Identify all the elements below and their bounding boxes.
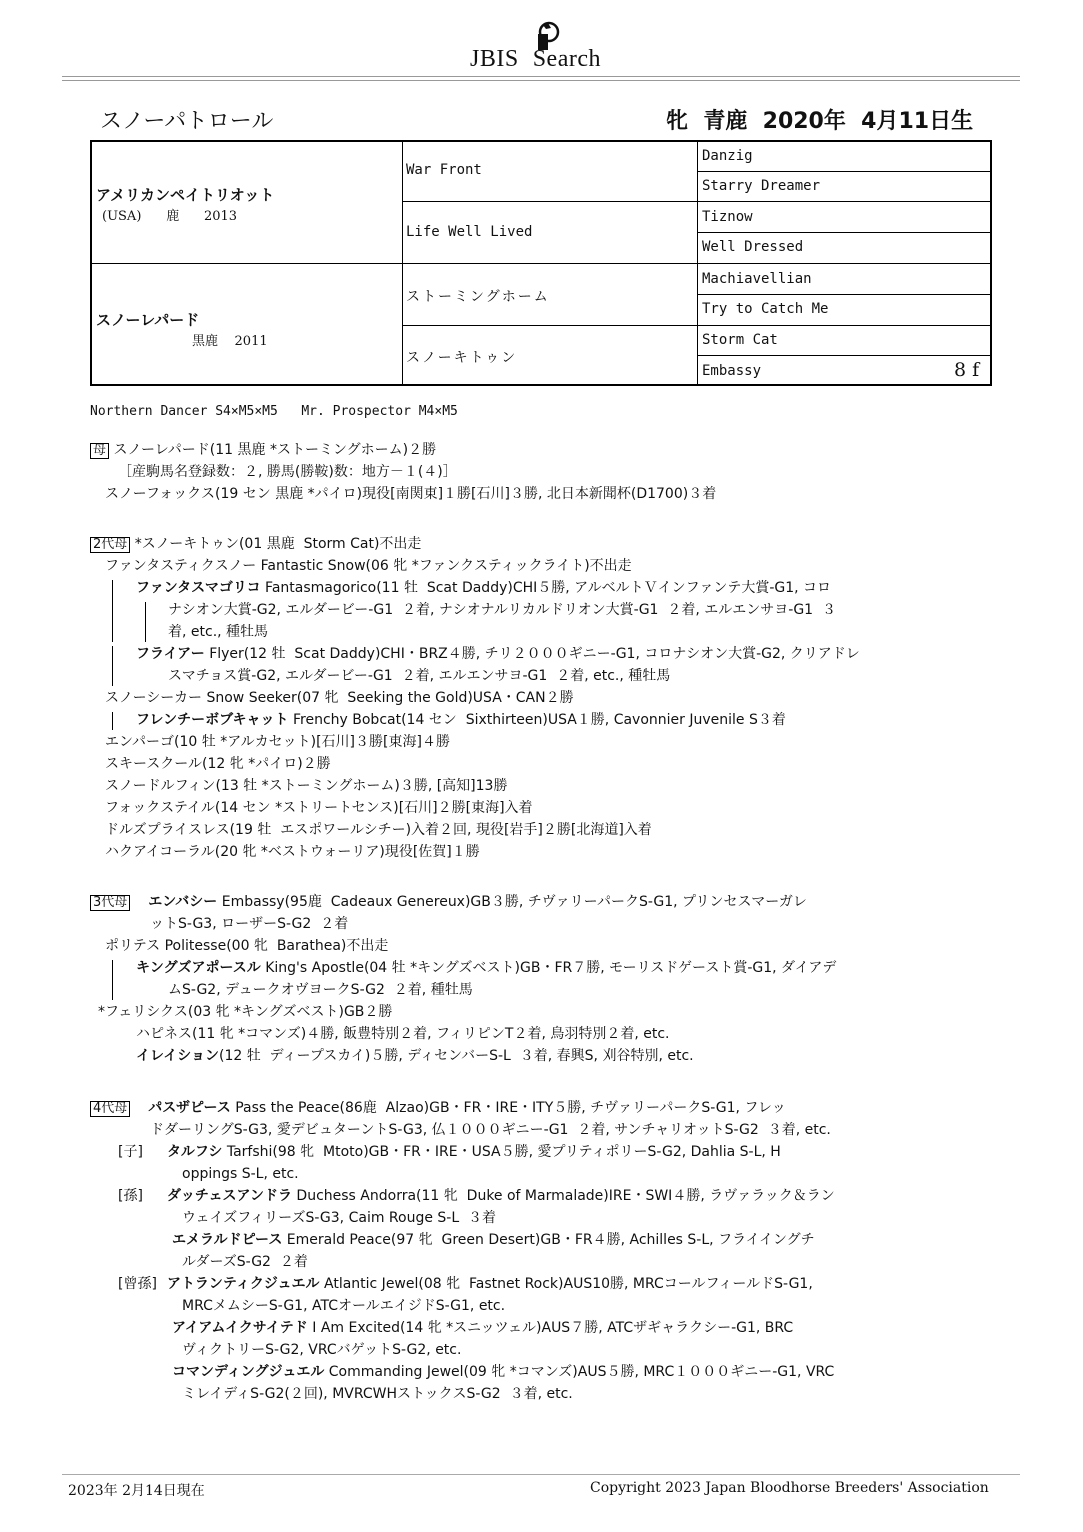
g2-line-9: フレンチーボブキャット Frenchy Bobcat(14 セン Sixthirteen)USA１勝, Cavonnier Juvenile S３着 [136,712,786,728]
sire-name: アメリカンペイトリオット [96,186,275,204]
indent-bar [145,602,146,642]
g4-line-7: エメラルドピース Emerald Peace(97 牝 Green Desert)GB・FR４勝, Achilles S-L, フライイングチ [172,1232,815,1248]
dam-name: スノーレパード [96,311,200,329]
jbis-search-logo [470,18,640,74]
divider [402,201,990,202]
g3-line-3: ポリテス Politesse(00 牝 Barathea)不出走 [105,938,389,954]
g2-line-3: ファンタスマゴリコ Fantasmagorico(11 牡 Scat Daddy)CHI５勝, アルベルトＶインファンテ大賞-G1, コロ [136,580,832,596]
grandparent-7: Storm Cat [702,332,778,348]
grandparent-5: Machiavellian [702,271,812,287]
g2-line-2: ファンタスティクスノー Fantastic Snow(06 牝 *ファンクスティックライト)不出走 [105,558,632,574]
dam-dam: スノーキトゥン [406,350,518,366]
grandchild-label: [孫] [118,1188,143,1204]
family-number: 8 f [954,359,980,381]
grandparent-6: Try to Catch Me [702,301,829,317]
g2-line-5: 着, etc., 種牡馬 [168,624,269,640]
child-label: [子] [118,1144,143,1160]
dam-line-1: 母 スノーレパード(11 黒鹿 *ストーミングホーム)２勝 [90,440,436,460]
section-tag-2nd-dam: 2代母 [90,537,130,553]
section-tag-dam: 母 [90,443,109,459]
dam-sire: ストーミングホーム [406,289,550,305]
sire-detail: (USA) 鹿 2013 [102,209,238,224]
g2-line-13: フォックステイル(14 セン *ストリートセンス)[石川]２勝[東海]入着 [105,800,533,816]
divider [697,171,990,172]
divider [697,355,990,356]
g3-line-4: キングズアポースル King's Apostle(04 牡 *キングズベスト)GB・FR７勝, モーリスドゲースト賞-G1, ダイアデ [136,960,837,976]
g2-line-6: フライアー Flyer(12 牡 Scat Daddy)CHI・BRZ４勝, チリ２０００ギニー-G1, コロナシオン大賞-G2, クリアドレ [136,646,860,662]
g3-line-5: ムS-G2, デュークオヴヨークS-G2 ２着, 種牡馬 [168,982,473,998]
g3-line-8: イレイション(12 牡 ディープスカイ)５勝, ディセンバーS-L ３着, 春興S, 刈谷特別, etc. [136,1048,694,1064]
g3-line-6: *フェリシクス(03 牝 *キングズベスト)GB２勝 [98,1004,393,1020]
indent-bar [112,712,113,730]
footer-copyright: Copyright 2023 Japan Bloodhorse Breeders' Association [590,1480,989,1496]
g4-line-6: ウェイズフィリーズS-G3, Caim Rouge S-L ３着 [182,1210,497,1226]
divider [92,263,990,264]
horse-name: スノーパトロール [100,109,274,134]
g2-line-1: 2代母 *スノーキトゥン(01 黒鹿 Storm Cat)不出走 [90,534,421,554]
g4-line-1: 4代母 パスザピース Pass the Peace(86鹿 Alzao)GB・FR・IRE・ITY５勝, チヴァリーパークS-G1, フレッ [90,1098,786,1118]
grandparent-1: Danzig [702,148,753,164]
section-tag-4th-dam: 4代母 [90,1101,130,1117]
dam-cell [96,309,268,349]
g4-line-5: [孫] ダッチェスアンドラ Duchess Andorra(11 牝 Duke of Marmalade)IRE・SWI４勝, ラヴァラック＆ラン [118,1188,835,1204]
sire-cell [96,184,274,224]
header-rule [62,80,1020,81]
g4-line-11: アイアムイクサイテド I Am Excited(14 牝 *スニッツェル)AUS７勝, ATCザギャラクシー-G1, BRC [172,1320,794,1336]
g2-line-11: スキースクール(12 牝 *パイロ)２勝 [105,756,331,772]
header-rule [62,76,1020,77]
grandparent-8: Embassy [702,363,762,379]
horse-info: 牝 青鹿 2020年 4月11日生 [666,109,974,134]
pedigree-table [90,140,992,386]
dam-line-3: スノーフォックス(19 セン 黒鹿 *パイロ)現役[南関東]１勝[石川]３勝, 北日本新聞杯(D1700)３着 [105,486,717,502]
g2-line-4: ナシオン大賞-G2, エルダービー-G1 ２着, ナシオナルリカルドリオン大賞-G1 ２着, エルエンサヨ-G1 ３ [168,602,836,618]
g3-line-1: 3代母 エンバシー Embassy(95鹿 Cadeaux Genereux)GB３勝, チヴァリーパークS-G1, プリンセスマーガレ [90,892,807,912]
g2-line-7: スマチョス賞-G2, エルダービー-G1 ２着, エルエンサヨ-G1 ２着, etc., 種牡馬 [168,668,671,684]
g3-line-7: ハピネス(11 牝 *コマンズ)４勝, 飯豊特別２着, フィリピンT２着, 鳥羽特別２着, etc. [136,1026,670,1042]
g4-line-12: ヴィクトリーS-G2, VRCバゲットS-G2, etc. [182,1342,462,1358]
sire-sire: War Front [406,162,482,178]
grandparent-2: Starry Dreamer [702,178,821,194]
logo-text-search: Search [532,46,601,72]
grandparent-4: Well Dressed [702,239,804,255]
g2-line-14: ドルズプライスレス(19 牡 エスポワールシチー)入着２回, 現役[岩手]２勝[北海道]入着 [105,822,652,838]
g4-line-10: MRCメムシーS-G1, ATCオールエイジドS-G1, etc. [182,1298,506,1314]
g2-line-10: エンパーゴ(10 牡 *アルカセット)[石川]３勝[東海]４勝 [105,734,450,750]
dam-detail: 黒鹿 2011 [192,334,268,349]
divider [402,325,990,326]
g2-line-15: ハクアイコーラル(20 牝 *ベストウォーリア)現役[佐賀]１勝 [105,844,480,860]
great-grandchild-label: [曾孫] [118,1276,157,1292]
g4-line-13: コマンディングジュエル Commanding Jewel(09 牝 *コマンズ)AUS５勝, MRC１０００ギニー-G1, VRC [172,1364,835,1380]
g4-line-3: [子] タルフシ Tarfshi(98 牝 Mtoto)GB・FR・IRE・USA５勝, 愛プリティポリーS-G2, Dahlia S-L, H [118,1144,781,1160]
g2-line-8: スノーシーカー Snow Seeker(07 牝 Seeking the Gold)USA・CAN２勝 [105,690,574,706]
divider [697,232,990,233]
logo-text: JBIS [470,46,519,72]
dam-line-2: ［産駒馬名登録数：２, 勝馬(勝鞍)数：地方－１(４)］ [118,464,457,480]
divider [697,294,990,295]
indent-bar [112,960,113,1000]
g4-line-4: oppings S-L, etc. [182,1166,299,1182]
section-tag-3rd-dam: 3代母 [90,895,130,911]
grandparent-3: Tiznow [702,209,753,225]
indent-bar [112,646,113,686]
g4-line-2: ドダーリングS-G3, 愛デビュターントS-G3, 仏１０００ギニー-G1 ２着, サンチャリオットS-G2 ３着, etc. [150,1122,831,1138]
footer-date: 2023年 2月14日現在 [68,1483,205,1499]
indent-bar [112,580,113,642]
g3-line-2: ットS-G3, ローザーS-G2 ２着 [150,916,349,932]
g4-line-14: ミレイディS-G2(２回), MVRCWHストックスS-G2 ３着, etc. [182,1386,573,1402]
g4-line-9: [曾孫] アトランティクジュエル Atlantic Jewel(08 牝 Fastnet Rock)AUS10勝, MRCコールフィールドS-G1, [118,1276,813,1292]
sire-dam: Life Well Lived [406,224,533,240]
footer-rule [62,1474,1020,1475]
inbreeding-note: Northern Dancer S4×M5×M5 Mr. Prospector M4×M5 [90,404,458,419]
g4-line-8: ルダーズS-G2 ２着 [182,1254,308,1270]
g2-line-12: スノードルフィン(13 牡 *ストーミングホーム)３勝, [高知]13勝 [105,778,508,794]
